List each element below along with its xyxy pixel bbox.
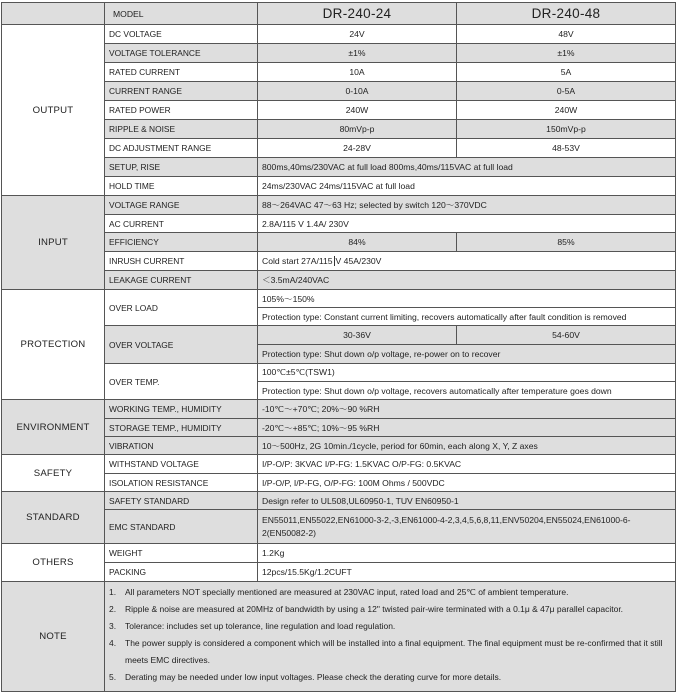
over-voltage-label: OVER VOLTAGE: [105, 326, 258, 364]
inrush-current-label: INRUSH CURRENT: [105, 252, 258, 271]
rated-power-a: 240W: [258, 101, 457, 120]
over-temp-setting: 100℃±5℃(TSW1): [258, 364, 676, 382]
hold-time-value: 24ms/230VAC 24ms/115VAC at full load: [258, 177, 676, 196]
vibration-label: VIBRATION: [105, 437, 258, 455]
group-environment: ENVIRONMENT: [2, 400, 105, 455]
over-load-type: Protection type: Constant current limiting, recovers automatically after fault condition is removed: [258, 308, 676, 326]
working-temp-value: -10℃～+70℃; 20%～90 %RH: [258, 400, 676, 419]
packing-label: PACKING: [105, 563, 258, 582]
rated-power-label: RATED POWER: [105, 101, 258, 120]
model-label: MODEL: [105, 3, 258, 25]
efficiency-b: 85%: [457, 233, 676, 252]
storage-temp-value: -20℃～+85℃; 10%～95 %RH: [258, 419, 676, 437]
group-others: OTHERS: [2, 544, 105, 582]
weight-value: 1.2Kg: [258, 544, 676, 563]
model-dr-240-48: DR-240-48: [457, 3, 676, 25]
dc-adjustment-label: DC ADJUSTMENT RANGE: [105, 139, 258, 158]
note-number: 4.: [109, 638, 117, 648]
note-number: 3.: [109, 621, 117, 631]
hold-time-label: HOLD TIME: [105, 177, 258, 196]
weight-label: WEIGHT: [105, 544, 258, 563]
dc-adjustment-a: 24-28V: [258, 139, 457, 158]
model-header-row: [2, 3, 676, 25]
safety-standard-label: SAFETY STANDARD: [105, 492, 258, 510]
group-input: INPUT: [2, 196, 105, 290]
spec-row: [2, 196, 676, 215]
note-text: Tolerance: includes set up tolerance, line regulation and load regulation.: [125, 621, 396, 631]
model-dr-240-24: DR-240-24: [258, 3, 457, 25]
rated-current-a: 10A: [258, 63, 457, 82]
over-temp-label: OVER TEMP.: [105, 364, 258, 400]
voltage-tolerance-a: ±1%: [258, 44, 457, 63]
note-item: [109, 618, 669, 635]
spec-table: [1, 2, 676, 692]
spec-row: [2, 492, 676, 510]
over-load-range: 105%～150%: [258, 290, 676, 308]
rated-power-b: 240W: [457, 101, 676, 120]
ac-current-label: AC CURRENT: [105, 215, 258, 233]
leakage-current-value: ＜3.5mA/240VAC: [258, 271, 676, 290]
leakage-current-label: LEAKAGE CURRENT: [105, 271, 258, 290]
rated-current-label: RATED CURRENT: [105, 63, 258, 82]
storage-temp-label: STORAGE TEMP., HUMIDITY: [105, 419, 258, 437]
note-item: [109, 601, 669, 618]
over-voltage-b: 54-60V: [457, 326, 676, 345]
packing-value: 12pcs/15.5Kg/1.2CUFT: [258, 563, 676, 582]
working-temp-label: WORKING TEMP., HUMIDITY: [105, 400, 258, 419]
dc-voltage-a: 24V: [258, 25, 457, 44]
group-protection: PROTECTION: [2, 290, 105, 400]
note-item: [109, 669, 669, 686]
over-voltage-type: Protection type: Shut down o/p voltage, re-power on to recover: [258, 345, 676, 364]
group-standard: STANDARD: [2, 492, 105, 544]
efficiency-a: 84%: [258, 233, 457, 252]
note-text: The power supply is considered a component which will be installed into a final equipment. The final equipment must be re-confirmed that it still meets EMC directives.: [125, 638, 663, 665]
emc-standard-label: EMC STANDARD: [105, 510, 258, 544]
group-note: NOTE: [2, 582, 105, 692]
note-text: Ripple & noise are measured at 20MHz of bandwidth by using a 12" twisted pair-wire terminated with a 0.1μ & 47μ parallel capacitor.: [125, 604, 624, 614]
spec-row: [2, 455, 676, 474]
over-temp-type: Protection type: Shut down o/p voltage, recovers automatically after temperature goes down: [258, 382, 676, 400]
withstand-voltage-label: WITHSTAND VOLTAGE: [105, 455, 258, 474]
ripple-noise-label: RIPPLE & NOISE: [105, 120, 258, 139]
group-safety: SAFETY: [2, 455, 105, 492]
over-voltage-a: 30-36V: [258, 326, 457, 345]
voltage-range-value: 88～264VAC 47～63 Hz; selected by switch 120～370VDC: [258, 196, 676, 215]
note-item: [109, 635, 669, 669]
ripple-noise-a: 80mVp-p: [258, 120, 457, 139]
dc-adjustment-b: 48-53V: [457, 139, 676, 158]
voltage-tolerance-label: VOLTAGE TOLERANCE: [105, 44, 258, 63]
note-text: All parameters NOT specially mentioned are measured at 230VAC input, rated load and 25℃ of ambient temperature.: [125, 587, 569, 597]
setup-rise-label: SETUP, RISE: [105, 158, 258, 177]
note-item: [109, 584, 669, 601]
dc-voltage-b: 48V: [457, 25, 676, 44]
emc-standard-value: EN55011,EN55022,EN61000-3-2,-3,EN61000-4-2,3,4,5,6,8,11,ENV50204,EN55024,EN61000-6-2(EN50082-2): [258, 510, 676, 544]
note-number: 5.: [109, 672, 117, 682]
inrush-value-part-a: Cold start 27A/115: [262, 255, 333, 266]
safety-standard-value: Design refer to UL508,UL60950-1, TUV EN60950-1: [258, 492, 676, 510]
ripple-noise-b: 150mVp-p: [457, 120, 676, 139]
efficiency-label: EFFICIENCY: [105, 233, 258, 252]
inrush-current-value: [258, 252, 676, 271]
current-range-b: 0-5A: [457, 82, 676, 101]
isolation-resistance-value: I/P-O/P, I/P-FG, O/P-FG: 100M Ohms / 500VDC: [258, 474, 676, 492]
vibration-value: 10～500Hz, 2G 10min./1cycle, period for 60min, each along X, Y, Z axes: [258, 437, 676, 455]
voltage-tolerance-b: ±1%: [457, 44, 676, 63]
text-cursor: [334, 256, 335, 266]
spec-row: [2, 25, 676, 44]
spec-row: [2, 290, 676, 308]
note-number: 1.: [109, 587, 117, 597]
notes-list: [105, 582, 676, 692]
group-output: OUTPUT: [2, 25, 105, 196]
header-blank: [2, 3, 105, 25]
current-range-a: 0-10A: [258, 82, 457, 101]
notes-row: [2, 582, 676, 692]
dc-voltage-label: DC VOLTAGE: [105, 25, 258, 44]
voltage-range-label: VOLTAGE RANGE: [105, 196, 258, 215]
spec-row: [2, 544, 676, 563]
withstand-voltage-value: I/P-O/P: 3KVAC I/P-FG: 1.5KVAC O/P-FG: 0.5KVAC: [258, 455, 676, 474]
note-text: Derating may be needed under low input voltages. Please check the derating curve for more details.: [125, 672, 502, 682]
isolation-resistance-label: ISOLATION RESISTANCE: [105, 474, 258, 492]
setup-rise-value: 800ms,40ms/230VAC at full load 800ms,40ms/115VAC at full load: [258, 158, 676, 177]
spec-row: [2, 400, 676, 419]
inrush-value-part-b: V 45A/230V: [335, 255, 382, 266]
over-load-label: OVER LOAD: [105, 290, 258, 326]
ac-current-value: 2.8A/115 V 1.4A/ 230V: [258, 215, 676, 233]
note-number: 2.: [109, 604, 117, 614]
current-range-label: CURRENT RANGE: [105, 82, 258, 101]
rated-current-b: 5A: [457, 63, 676, 82]
